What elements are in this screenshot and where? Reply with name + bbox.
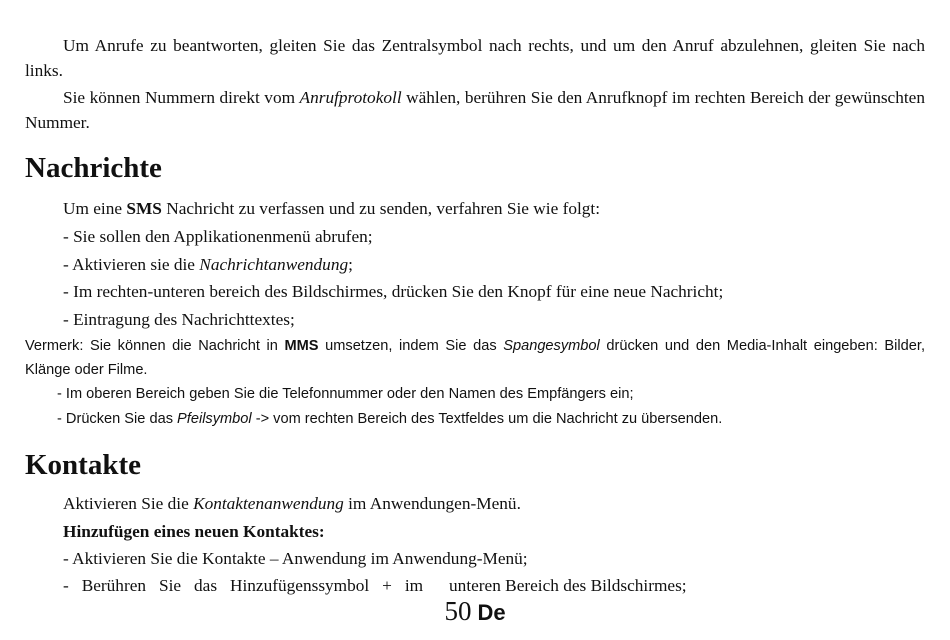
messages-note-mid: umsetzen, indem Sie das xyxy=(318,338,504,354)
contacts-lead-before: Aktivieren Sie die xyxy=(63,494,194,513)
messages-step-1: - Sie sollen den Applikationenmenü abrufen; xyxy=(63,227,373,246)
page-number: 50 xyxy=(444,596,472,626)
contacts-heading: Kontakte xyxy=(25,449,141,481)
messages-sub-step-2-before: - Drücken Sie das xyxy=(57,411,178,427)
contacts-lead-app: Kontaktenanwendung xyxy=(193,494,344,513)
messages-lead-sms: SMS xyxy=(126,199,162,218)
messages-heading: Nachrichte xyxy=(25,152,162,184)
messages-note-paperclip: Spangesymbol xyxy=(503,338,600,354)
messages-sub-step-2-arrow: Pfeilsymbol xyxy=(177,411,252,427)
messages-step-3: - Im rechten-unteren bereich des Bildschirmes, drücken Sie den Knopf für eine neue Nachricht; xyxy=(63,282,724,301)
messages-sub-step-2-after: -> vom rechten Bereich des Textfeldes um die Nachricht zu übersenden. xyxy=(251,411,723,427)
call-log-term: Anrufprotokoll xyxy=(299,88,402,107)
messages-lead-before: Um eine xyxy=(63,199,127,218)
intro-paragraph-answer xyxy=(25,33,925,83)
intro-paragraph-call-log xyxy=(25,85,925,135)
page-footer xyxy=(0,596,950,627)
messages-step-2-before: - Aktivieren sie die xyxy=(63,255,200,274)
contacts-subheading: Hinzufügen eines neuen Kontaktes: xyxy=(63,522,325,541)
messages-step-2 xyxy=(63,253,353,277)
messages-note-after: drücken und den Media-Inhalt eingeben: Bilder, Klänge oder Filme. xyxy=(25,338,925,378)
call-log-text-after: wählen, berühren Sie den Anrufknopf im rechten Bereich der gewünschten Nummer. xyxy=(25,88,925,132)
messages-step-4: - Eintragung des Nachrichttextes; xyxy=(63,310,295,329)
messages-step-2-after: ; xyxy=(348,255,353,274)
contacts-step-1: - Aktivieren Sie die Kontakte – Anwendung im Anwendung-Menü; xyxy=(63,549,528,568)
call-log-text-before: Sie können Nummern direkt vom xyxy=(63,88,300,107)
contacts-lead xyxy=(63,492,521,516)
messages-sub-step-1: - Im oberen Bereich geben Sie die Telefonnummer oder den Namen des Empfängers ein; xyxy=(57,386,634,402)
messages-step-2-app: Nachrichtanwendung xyxy=(199,255,349,274)
messages-sub-step-2 xyxy=(57,407,722,431)
messages-lead xyxy=(63,197,600,221)
contacts-lead-after: im Anwendungen-Menü. xyxy=(343,494,521,513)
contacts-step-2: - Berühren Sie das Hinzufügenssymbol + im unteren Bereich des Bildschirmes; xyxy=(63,576,687,595)
messages-note-mms: MMS xyxy=(284,338,319,354)
intro-paragraph-answer-text: Um Anrufe zu beantworten, gleiten Sie das Zentralsymbol nach rechts, und um den Anruf abzulehnen, gleiten Sie nach links. xyxy=(25,36,925,80)
messages-note-before: Vermerk: Sie können die Nachricht in xyxy=(25,338,285,354)
language-label: De xyxy=(477,600,506,625)
messages-lead-after: Nachricht zu verfassen und zu senden, verfahren Sie wie folgt: xyxy=(161,199,601,218)
messages-note xyxy=(25,334,925,382)
